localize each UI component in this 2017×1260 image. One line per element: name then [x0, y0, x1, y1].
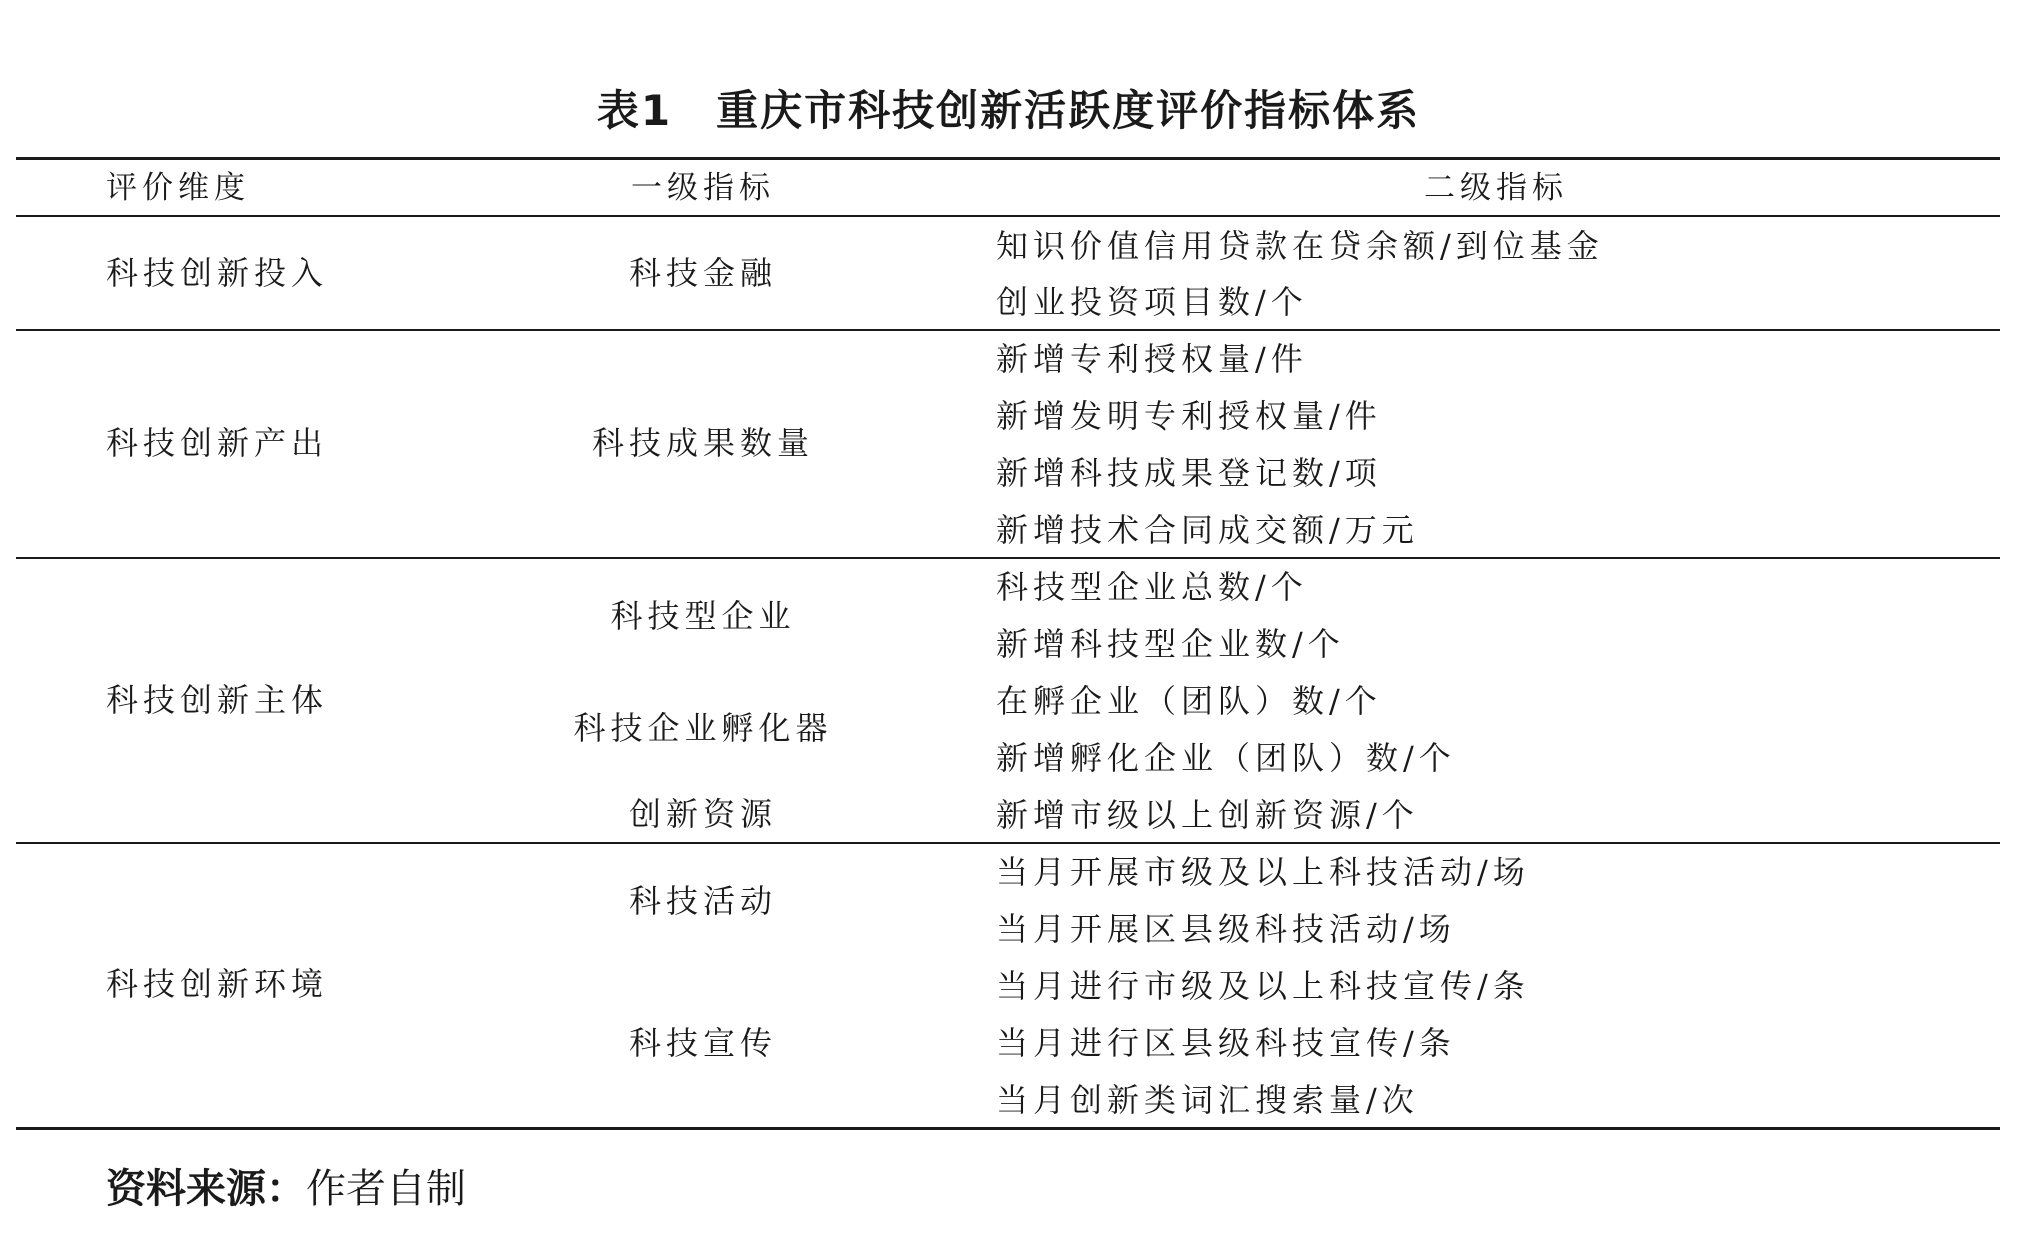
- group-divider: [16, 329, 2000, 331]
- first-level-cell: 科技企业孵化器: [573, 709, 833, 747]
- second-level-cell: 新增市级以上创新资源/个: [996, 796, 1419, 834]
- header-evaluation-dimension: 评价维度: [106, 170, 250, 206]
- bottom-rule: [16, 1127, 2000, 1130]
- second-level-cell: 当月创新类词汇搜索量/次: [996, 1081, 1419, 1119]
- dimension-cell: 科技创新投入: [106, 254, 329, 292]
- second-level-cell: 在孵企业（团队）数/个: [996, 682, 1382, 720]
- dimension-cell: 科技创新产出: [106, 424, 329, 462]
- first-level-cell: 科技成果数量: [591, 424, 814, 462]
- first-level-cell: 科技金融: [628, 254, 777, 292]
- first-level-cell: 创新资源: [628, 795, 777, 833]
- group-divider: [16, 842, 2000, 844]
- source-label: 资料来源：: [106, 1166, 306, 1212]
- header-rule: [16, 215, 2000, 217]
- second-level-cell: 当月开展市级及以上科技活动/场: [996, 853, 1530, 891]
- first-level-cell: 科技活动: [628, 882, 777, 920]
- dimension-cell: 科技创新环境: [106, 965, 329, 1003]
- second-level-cell: 科技型企业总数/个: [996, 568, 1308, 606]
- dimension-cell: 科技创新主体: [106, 681, 329, 719]
- second-level-cell: 新增专利授权量/件: [996, 340, 1308, 378]
- second-level-cell: 当月开展区县级科技活动/场: [996, 910, 1456, 948]
- second-level-cell: 创业投资项目数/个: [996, 283, 1308, 321]
- second-level-cell: 新增技术合同成交额/万元: [996, 511, 1419, 549]
- second-level-cell: 新增发明专利授权量/件: [996, 397, 1382, 435]
- second-level-cell: 知识价值信用贷款在贷余额/到位基金: [996, 227, 1604, 265]
- first-level-cell: 科技宣传: [628, 1024, 777, 1062]
- second-level-cell: 当月进行市级及以上科技宣传/条: [996, 967, 1530, 1005]
- source-text: 作者自制: [306, 1166, 466, 1212]
- second-level-cell: 新增科技型企业数/个: [996, 625, 1345, 663]
- second-level-cell: 当月进行区县级科技宣传/条: [996, 1024, 1456, 1062]
- second-level-cell: 新增科技成果登记数/项: [996, 454, 1382, 492]
- first-level-cell: 科技型企业: [610, 597, 796, 635]
- source-note: [106, 1157, 466, 1214]
- top-rule: [16, 157, 2000, 160]
- header-second-level-indicator: 二级指标: [1424, 170, 1568, 206]
- header-first-level-indicator: 一级指标: [631, 170, 775, 206]
- group-divider: [16, 557, 2000, 559]
- table-title: 表1 重庆市科技创新活跃度评价指标体系: [596, 86, 1421, 135]
- second-level-cell: 新增孵化企业（团队）数/个: [996, 739, 1456, 777]
